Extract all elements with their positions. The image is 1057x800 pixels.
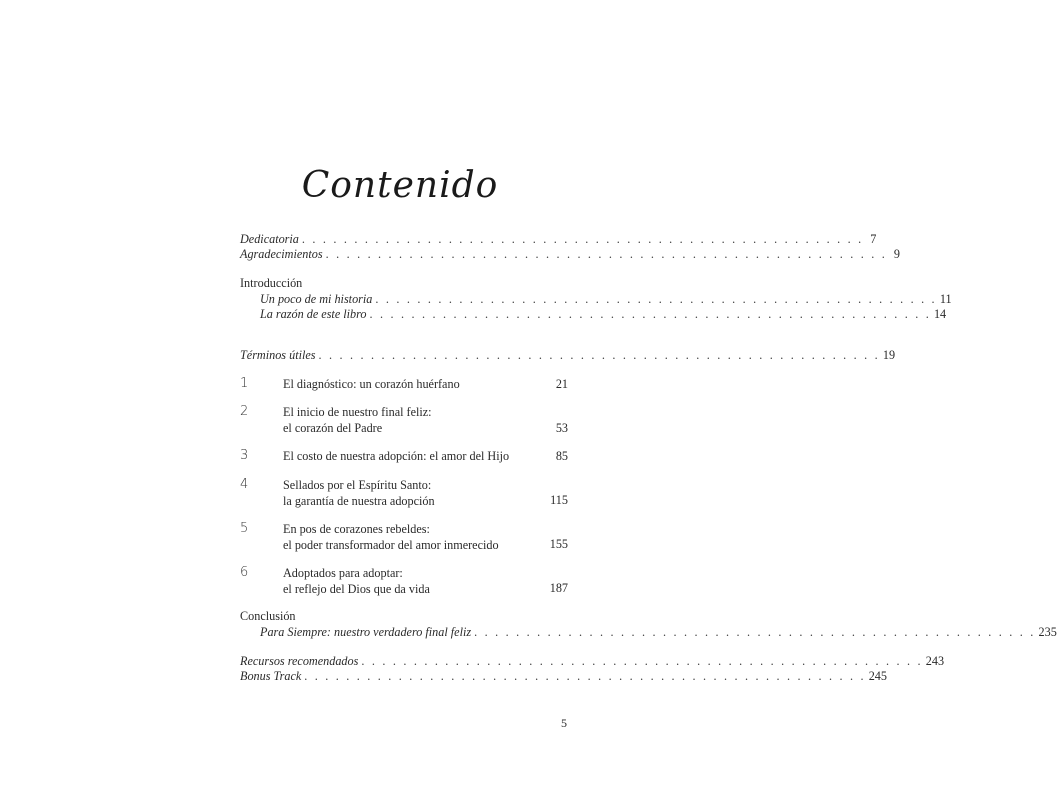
chapter-number: 5 bbox=[240, 521, 249, 536]
chapter-number: 3 bbox=[240, 448, 249, 463]
toc-entry-label: Un poco de mi historia bbox=[260, 292, 373, 306]
toc-entry-label: La razón de este libro bbox=[260, 307, 367, 321]
dot-leader: . . . . . . . . . . . . . . . . . . . . . . . . . . . . . . . . . . . . . . . . . . . . . . . . . . . . . . bbox=[325, 247, 888, 261]
page-number: 5 bbox=[561, 716, 567, 730]
dot-leader: . . . . . . . . . . . . . . . . . . . . . . . . . . . . . . . . . . . . . . . . . . . . . . . . . . . . . . bbox=[369, 307, 931, 321]
dot-leader: . . . . . . . . . . . . . . . . . . . . . . . . . . . . . . . . . . . . . . . . . . . . . . . . . . . . . . bbox=[474, 625, 1036, 639]
chapter-title[interactable] bbox=[283, 477, 435, 509]
chapter-title-line: El inicio de nuestro final feliz: bbox=[283, 405, 432, 419]
chapter-page: 21 bbox=[555, 377, 568, 391]
toc-entry-page: 7 bbox=[870, 232, 877, 246]
chapter-title-line: Sellados por el Espíritu Santo: bbox=[283, 478, 432, 492]
chapter-title-line: el corazón del Padre bbox=[283, 421, 383, 435]
toc-entry-label: Bonus Track bbox=[240, 669, 302, 683]
toc-entry-page: 245 bbox=[868, 669, 887, 683]
chapter-title[interactable] bbox=[283, 404, 432, 436]
chapter-number: 4 bbox=[240, 477, 249, 492]
toc-entry-para-siempre[interactable] bbox=[260, 625, 1057, 639]
chapter-number: 1 bbox=[240, 376, 249, 391]
toc-entry-page: 243 bbox=[925, 654, 945, 668]
toc-entry-label: Recursos recomendados bbox=[240, 654, 359, 668]
chapter-title-line: el reflejo del Dios que da vida bbox=[283, 582, 430, 596]
toc-entry-bonus-track[interactable] bbox=[240, 669, 887, 683]
chapter-page: 187 bbox=[549, 581, 568, 595]
toc-entry-page: 19 bbox=[882, 348, 896, 362]
toc-entry-page: 235 bbox=[1038, 625, 1057, 639]
toc-entry-label: Términos útiles bbox=[240, 348, 316, 362]
toc-entry-historia[interactable] bbox=[260, 292, 952, 306]
chapter-title[interactable] bbox=[283, 376, 460, 392]
toc-entry-label: Para Siempre: nuestro verdadero final feliz bbox=[260, 625, 472, 639]
page-title: Contenido bbox=[301, 165, 499, 206]
chapter-page: 85 bbox=[555, 449, 568, 463]
chapter-title-line: el poder transformador del amor inmerecido bbox=[283, 538, 499, 552]
chapter-number: 2 bbox=[240, 404, 249, 419]
toc-entry-page: 9 bbox=[893, 247, 901, 261]
chapter-title-line: Adoptados para adoptar: bbox=[283, 566, 403, 580]
chapter-page: 115 bbox=[550, 493, 568, 507]
section-heading-conclusion: Conclusión bbox=[240, 609, 296, 623]
toc-entry-page: 14 bbox=[933, 307, 947, 321]
toc-entry-agradecimientos[interactable] bbox=[240, 247, 901, 261]
toc-entry-razon[interactable] bbox=[260, 307, 947, 321]
toc-entry-label: Dedicatoria bbox=[240, 232, 299, 246]
chapter-title[interactable] bbox=[283, 448, 509, 464]
chapter-title[interactable] bbox=[283, 521, 499, 553]
chapter-title-line: En pos de corazones rebeldes: bbox=[283, 522, 430, 536]
chapter-page: 53 bbox=[555, 421, 568, 435]
section-heading-introduccion: Introducción bbox=[240, 276, 303, 290]
chapter-title-line: El diagnóstico: un corazón huérfano bbox=[283, 377, 460, 391]
chapter-title-line: la garantía de nuestra adopción bbox=[283, 494, 435, 508]
chapter-title-line: El costo de nuestra adopción: el amor del Hijo bbox=[283, 449, 510, 463]
toc-entry-recursos[interactable] bbox=[240, 654, 945, 668]
dot-leader: . . . . . . . . . . . . . . . . . . . . . . . . . . . . . . . . . . . . . . . . . . . . . . . . . . . . . . bbox=[304, 669, 866, 683]
dot-leader: . . . . . . . . . . . . . . . . . . . . . . . . . . . . . . . . . . . . . . . . . . . . . . . . . . . . . . bbox=[301, 232, 864, 246]
chapter-number: 6 bbox=[240, 565, 249, 580]
dot-leader: . . . . . . . . . . . . . . . . . . . . . . . . . . . . . . . . . . . . . . . . . . . . . . . . . . . . . . bbox=[318, 348, 880, 362]
dot-leader: . . . . . . . . . . . . . . . . . . . . . . . . . . . . . . . . . . . . . . . . . . . . . . . . . . . . . . bbox=[375, 292, 937, 306]
toc-entry-page: 11 bbox=[939, 292, 952, 306]
toc-entry-label: Agradecimientos bbox=[240, 247, 323, 261]
toc-entry-dedicatoria[interactable] bbox=[240, 232, 877, 246]
dot-leader: . . . . . . . . . . . . . . . . . . . . . . . . . . . . . . . . . . . . . . . . . . . . . . . . . . . . . . bbox=[361, 654, 923, 668]
toc-entry-terminos[interactable] bbox=[240, 348, 896, 362]
chapter-page: 155 bbox=[549, 537, 568, 551]
chapter-title[interactable] bbox=[283, 565, 430, 597]
